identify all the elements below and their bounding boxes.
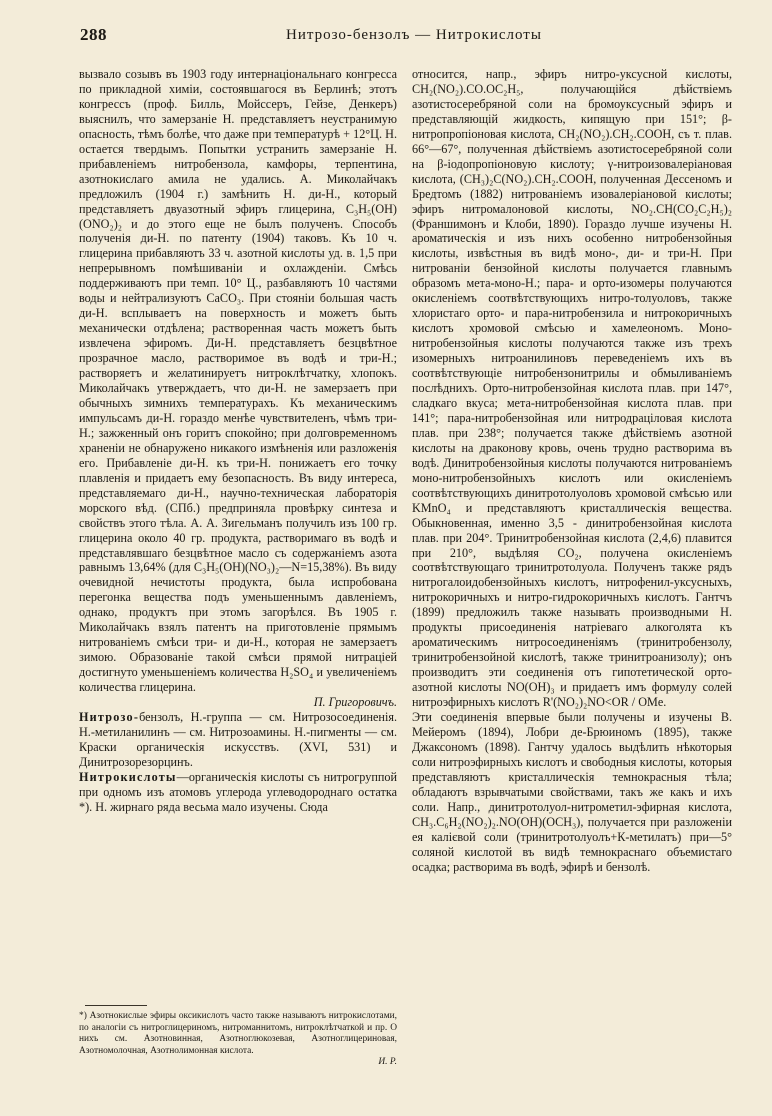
- entry-nitrozobenzol: [79, 710, 397, 770]
- nitroester-acids-paragraph: Эти соединенія впервые были получены и изучены В. Мейеромъ (1894), Лобри де-Брюиномъ (1895), также Джаксономъ (1898). Гантчу удалось выдѣлить нѣкоторыя соли нитроэфирныхъ кислотъ и свободныя кислоты, которыя представляютъ кристаллическія темнокрасныя тѣла; обладаютъ взрывчатыми свойствами, такъ же какъ и ихъ соли. Напр., динитротолуол-нитрометил-эфирная кислота, CH₃.C₆H₂(NO₂)₂.NO(OH)(OCH₃), получается при разложеніи ея калієвой соли (тринитротолуолъ+К-метилатъ) при—5° соляной кислотой въ видѣ темнокраснаго объемистаго осадка; растворима въ водѣ, эфирѣ и бензолѣ.: [412, 709, 732, 874]
- dinitroglycerin-paragraph: вызвало созывъ въ 1903 году интернаціональнаго конгресса по прикладной химіи, состоявшагося въ Берлинѣ; этотъ конгрессъ (проф. Билль, Мойссеръ, Гейзе, Денкеръ) выяснилъ, что замерзаніе Н. представляетъ неустранимую опасность, тѣмъ болѣе, что даже при температурѣ + 12°Ц. Н. остается твердымъ. Попытки устранить замерзаніе Н. прибавленіемъ нитробензола, камфоры, терпентина, азотнокислаго амила не удались. А. Миколайчакъ предложилъ (1904 г.) замѣнить Н. ди-Н., который представляетъ двуазотный эфиръ глицерина, C₃H₅(OH)(ONO₂)₂ и до этого еще не былъ полученъ. Способъ полученія ди-Н. по патенту (1904) таковъ. Къ 10 ч. глицерина прибавляютъ 33 ч. азотной кислоты уд. в. 1,5 при непрерывномъ помѣшиваніи и охлажденіи. Смѣсь поддерживаютъ при темп. 10° Ц., разбавляютъ 10 частями воды и нейтрализуютъ CaCO₃. При стояніи большая часть ди-Н. всплываетъ на поверхность и можетъ быть механически отдѣлена; растворенная часть можетъ быть извлечена эфиромъ. Ди-Н. представляетъ безцвѣтное прозрачное масло, растворимое въ водѣ и три-Н.; растворяетъ и желатинируетъ нитроклѣтчатку, хлопокъ. Миколайчакъ утверждаетъ, что ди-Н. не замерзаетъ при обычныхъ зимнихъ температурахъ. Къ механическимъ импульсамъ ди-Н. гораздо менѣе чувствителенъ, чѣмъ три-Н.; зажженный онъ горитъ спокойно; при долговременномъ храненіи не обнаружено никакого измѣненія или разложенія его. Прибавленіе ди-Н. къ три-Н. понижаетъ его точку плавленія и придаетъ ему безопасность. Въ виду интереса, представляемаго ди-Н., научно-техническая лабораторія морского вѣд. (СПб.) предприняла провѣрку синтеза и свойствъ этого тѣла. А. А. Зигельманъ получилъ изъ 100 гр. глицерина около 40 гр. продукта, растворимаго въ водѣ и представлявшаго безцвѣтное масло съ содержаніемъ азота равнымъ 13,64% (для C₃H₅(OH)(NO₃)₂—N=15,38%). Въ виду очевидной нечистоты продукта, была испробована перегонка вещества подъ уменьшеннымъ давленіемъ, однако, продуктъ при этомъ загорѣлся. Въ 1905 г. Миколайчакъ взялъ патентъ на приготовленіе прямымъ нитрованіемъ смѣси три- и ди-Н., которая не замерзаетъ зимою. Образованіе такой смѣси прямой нитраціей достигнуто уменьшеніемъ количества H₂SO₄ и увеличеніемъ количества глицерина.: [79, 67, 397, 695]
- left-column: [79, 67, 397, 815]
- entry-term: Нитрокислоты: [79, 769, 177, 784]
- nitroacids-paragraph: относится, напр., эфиръ нитро-уксусной кислоты, CH₂(NO₂).CO.OC₂H₅, получающійся дѣйствіемъ азотистосеребряной соли на бромоуксусный эфиръ и представляющій жидкость, кипящую при 151°; β-нитропропіоновая кислота, CH₂(NO₂).CH₂.COOH, съ т. плав. 66°—67°, полученная дѣйствіемъ азотистосеребряной соли на β-іодопропіоновую кислоту; γ-нитроизовалеріановая кислота, (CH₃)₂C(NO₂).CH₂.COOH, полученная Дессеномъ и Бредтомъ (1882) нитрованіемъ изовалеріановой кислоты; эфиръ нитромалоновой кислоты, NO₂.CH(CO₂C₂H₅)₂ (Франшимонъ и Клоби, 1890). Гораздо лучше изучены Н. ароматическія и изъ нихъ особенно нитробензойныя кислоты, извѣстныя въ видѣ моно-, ди- и три-Н. При нитрованіи бензойной кислоты получается главнымъ образомъ мета-моно-Н.; пара- и орто-изомеры получаются окисленіемъ соотвѣтствующихъ нитро-толуоловъ, также хлористаго орто- и пара-нитробензила и нитрокоричныхъ кислотъ хромовой смѣсью и хамелеономъ. Моно-нитробензойныя кислоты получаются также изъ трехъ изомерныхъ нитроанилиновъ переведеніемъ ихъ въ соотвѣтствующіе нитробензонитрилы и обмыливаніемъ послѣднихъ. Орто-нитробензойная кислота плав. при 147°, сладкаго вкуса; мета-нитробензойная кислота плав. при 141°; пара-нитробензойная или нитродраціловая кислота плав. при 238°; получается также дѣйствіемъ азотной кислоты на драконову кровь, очень трудно растворима въ водѣ. Динитробензойныя кислоты получаются нитрованіемъ моно-нитробензойныхъ кислотъ или окисленіемъ соотвѣтствующихъ динитротолуоловъ хромовой смѣсью или KMnO₄ и представляютъ кристаллическія вещества. Обыкновенная, именно 3,5 - динитробензойная кислота плав. при 204°. Тринитробензойная кислота (2,4,6) плавится при 210°, выдѣляя CO₂, получена окисленіемъ соотвѣтствующаго тринитротолуола. Полученъ также рядъ нитрогалоидобензойныхъ кислотъ, нитрофенил-уксусныхъ, нитрокоричныхъ и нитро-гидрокоричныхъ кислотъ. Гантчъ (1899) предложилъ также называть производными Н. продукты присоединенія натріеваго алкоголята къ ароматическимъ нитросоединеніямъ (тринитробензолу, тринитробензойной кислотѣ, также тринитроанизолу); онъ производитъ эти соединенія отъ гипотетической орто-азотной кислоты NO(OH)₃ и придаетъ имъ формулу солей нитроэфирныхъ кислотъ R'(NO₂)₂NO<OR / OMe.: [412, 67, 732, 710]
- footnote-divider: [85, 1005, 147, 1006]
- author-signature: П. Григоровичъ.: [313, 695, 397, 710]
- entry-text: бензолъ, Н.-группа — см. Нитрозосоединенія. Н.-метиланилинъ — см. Нитрозоамины. Н.-пигменты — см. Краски органическія искусствъ. (XVI, 531) и Динитрозорезорцинъ.: [79, 709, 397, 769]
- entry-text: —органическія кислоты съ нитрогруппой при одномъ изъ атомовъ углерода углеводороднаго остатка *). Н. жирнаго ряда весьма мало изучены. Сюда: [79, 769, 397, 814]
- right-column: [412, 67, 732, 874]
- footnote-text: *) Азотнокислые эфиры оксикислотъ часто также называютъ нитрокислотами, по аналогіи съ нитроглицериномъ, нитроманнитомъ, нитроклѣтчаткой и пр. О нихъ см. Азотновинная, Азотноглюкозевая, Азотноглицериновая, Азотномолочная, Азотнолимонная кислота.: [79, 1011, 397, 1056]
- entry-nitrokisloty: [79, 770, 397, 815]
- page-header: [0, 25, 772, 55]
- running-title: Нитрозо-бензолъ — Нитрокислоты: [286, 27, 542, 43]
- footnote-signature: И. Р.: [378, 1057, 397, 1068]
- footnote: [79, 1011, 397, 1069]
- page-number: 288: [80, 25, 107, 44]
- entry-term: Нитрозо-: [79, 709, 140, 724]
